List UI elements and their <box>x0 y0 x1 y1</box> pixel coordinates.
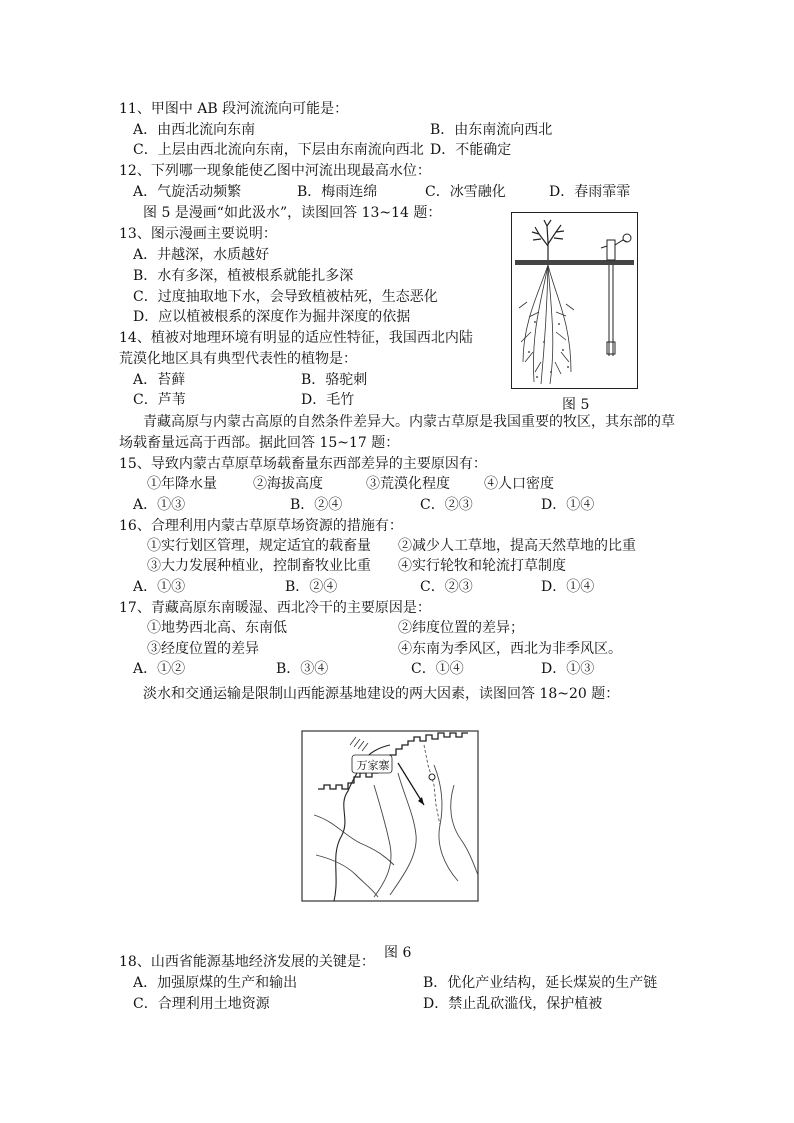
figure-5-caption: 图 5 <box>562 397 590 413</box>
q17-stem: 17、青藏高原东南暖湿、西北冷干的主要原因是： <box>119 600 431 616</box>
intro-15-17-line1: 青藏高原与内蒙古高原的自然条件差异大。内蒙古草原是我国重要的牧区，其东部的草 <box>143 414 675 430</box>
q11-option-a: A．由西北流向东南 <box>133 122 256 138</box>
q16-item-3: ③大力发展种植业，控制畜牧业比重 <box>147 558 371 574</box>
q14-option-b: B．骆驼刺 <box>301 372 368 388</box>
q16-option-c: C．②③ <box>420 579 473 595</box>
figure-6-map <box>294 725 486 905</box>
q18-option-a: A．加强原煤的生产和输出 <box>133 975 298 991</box>
figure-6-caption: 图 6 <box>384 945 412 961</box>
q15-option-c: C．②③ <box>420 497 473 513</box>
q18-option-c: C．合理利用土地资源 <box>133 996 270 1012</box>
q15-option-b: B．②④ <box>290 497 343 513</box>
q12-option-a: A．气旋活动频繁 <box>133 184 242 200</box>
q13-option-a: A．井越深，水质越好 <box>133 247 270 263</box>
intro-13-14: 图 5 是漫画“如此汲水”，读图回答 13~14 题： <box>143 205 442 221</box>
q17-item-1: ①地势西北高、东南低 <box>147 620 287 636</box>
q15-option-d: D．①④ <box>541 497 595 513</box>
q12-option-d: D．春雨霏霏 <box>549 184 631 200</box>
q15-item-4: ④人口密度 <box>484 476 554 492</box>
q11-option-c: C．上层由西北流向东南，下层由东南流向西北 <box>133 142 424 158</box>
q14-option-d: D．毛竹 <box>301 392 355 408</box>
q14-stem-line2: 荒漠化地区具有典型代表性的植物是： <box>119 351 357 367</box>
q17-item-4: ④东南为季风区，西北为非季风区。 <box>398 641 622 657</box>
q17-option-d: D．①③ <box>541 661 595 677</box>
q15-option-a: A．①③ <box>133 497 186 513</box>
q12-stem: 12、下列哪一现象能使乙图中河流出现最高水位： <box>119 163 431 179</box>
figure-5-cartoon <box>511 212 638 389</box>
q16-item-4: ④实行轮牧和轮流打草制度 <box>398 558 566 574</box>
q16-stem: 16、合理利用内蒙古草原草场资源的措施有： <box>119 518 403 534</box>
q16-option-b: B．②④ <box>285 579 338 595</box>
wanjiazhai-label: 万家寨 <box>356 759 390 772</box>
q11-option-b: B．由东南流向西北 <box>430 122 553 138</box>
q18-option-d: D．禁止乱砍滥伐，保护植被 <box>423 996 603 1012</box>
q15-stem: 15、导致内蒙古草原草场载畜量东西部差异的主要原因有： <box>119 456 487 472</box>
q11-stem: 11、甲图中 AB 段河流流向可能是： <box>119 101 349 117</box>
q12-option-b: B．梅雨连绵 <box>297 184 378 200</box>
q18-stem: 18、山西省能源基地经济发展的关键是： <box>119 954 375 970</box>
q17-option-a: A．①② <box>133 661 186 677</box>
q14-option-c: C．芦苇 <box>133 392 186 408</box>
q16-item-1: ①实行划区管理，规定适宜的载畜量 <box>147 538 371 554</box>
q16-option-d: D．①④ <box>541 579 595 595</box>
q17-option-c: C．①④ <box>411 661 464 677</box>
q13-stem: 13、图示漫画主要说明： <box>119 226 277 242</box>
q15-item-2: ②海拔高度 <box>253 476 323 492</box>
q12-option-c: C．冰雪融化 <box>425 184 506 200</box>
q13-option-c: C．过度抽取地下水，会导致植被枯死，生态恶化 <box>133 289 438 305</box>
intro-15-17-line2: 场载畜量远高于西部。据此回答 15~17 题： <box>119 435 400 451</box>
q14-option-a: A．苔藓 <box>133 372 186 388</box>
q13-option-d: D．应以植被根系的深度作为掘井深度的依据 <box>133 309 411 325</box>
q15-item-1: ①年降水量 <box>147 476 217 492</box>
q15-item-3: ③荒漠化程度 <box>366 476 450 492</box>
q13-option-b: B．水有多深，植被根系就能扎多深 <box>133 268 354 284</box>
q11-option-d: D．不能确定 <box>430 142 512 158</box>
q14-stem-line1: 14、植被对地理环境有明显的适应性特征，我国西北内陆 <box>119 330 473 346</box>
q16-option-a: A．①③ <box>133 579 186 595</box>
q17-option-b: B．③④ <box>276 661 329 677</box>
q16-item-2: ②减少人工草地，提高天然草地的比重 <box>398 538 636 554</box>
intro-18-20: 淡水和交通运输是限制山西能源基地建设的两大因素，读图回答 18~20 题： <box>143 686 620 702</box>
q18-option-b: B．优化产业结构，延长煤炭的生产链 <box>423 975 658 991</box>
q17-item-2: ②纬度位置的差异； <box>398 620 524 636</box>
q17-item-3: ③经度位置的差异 <box>147 641 259 657</box>
